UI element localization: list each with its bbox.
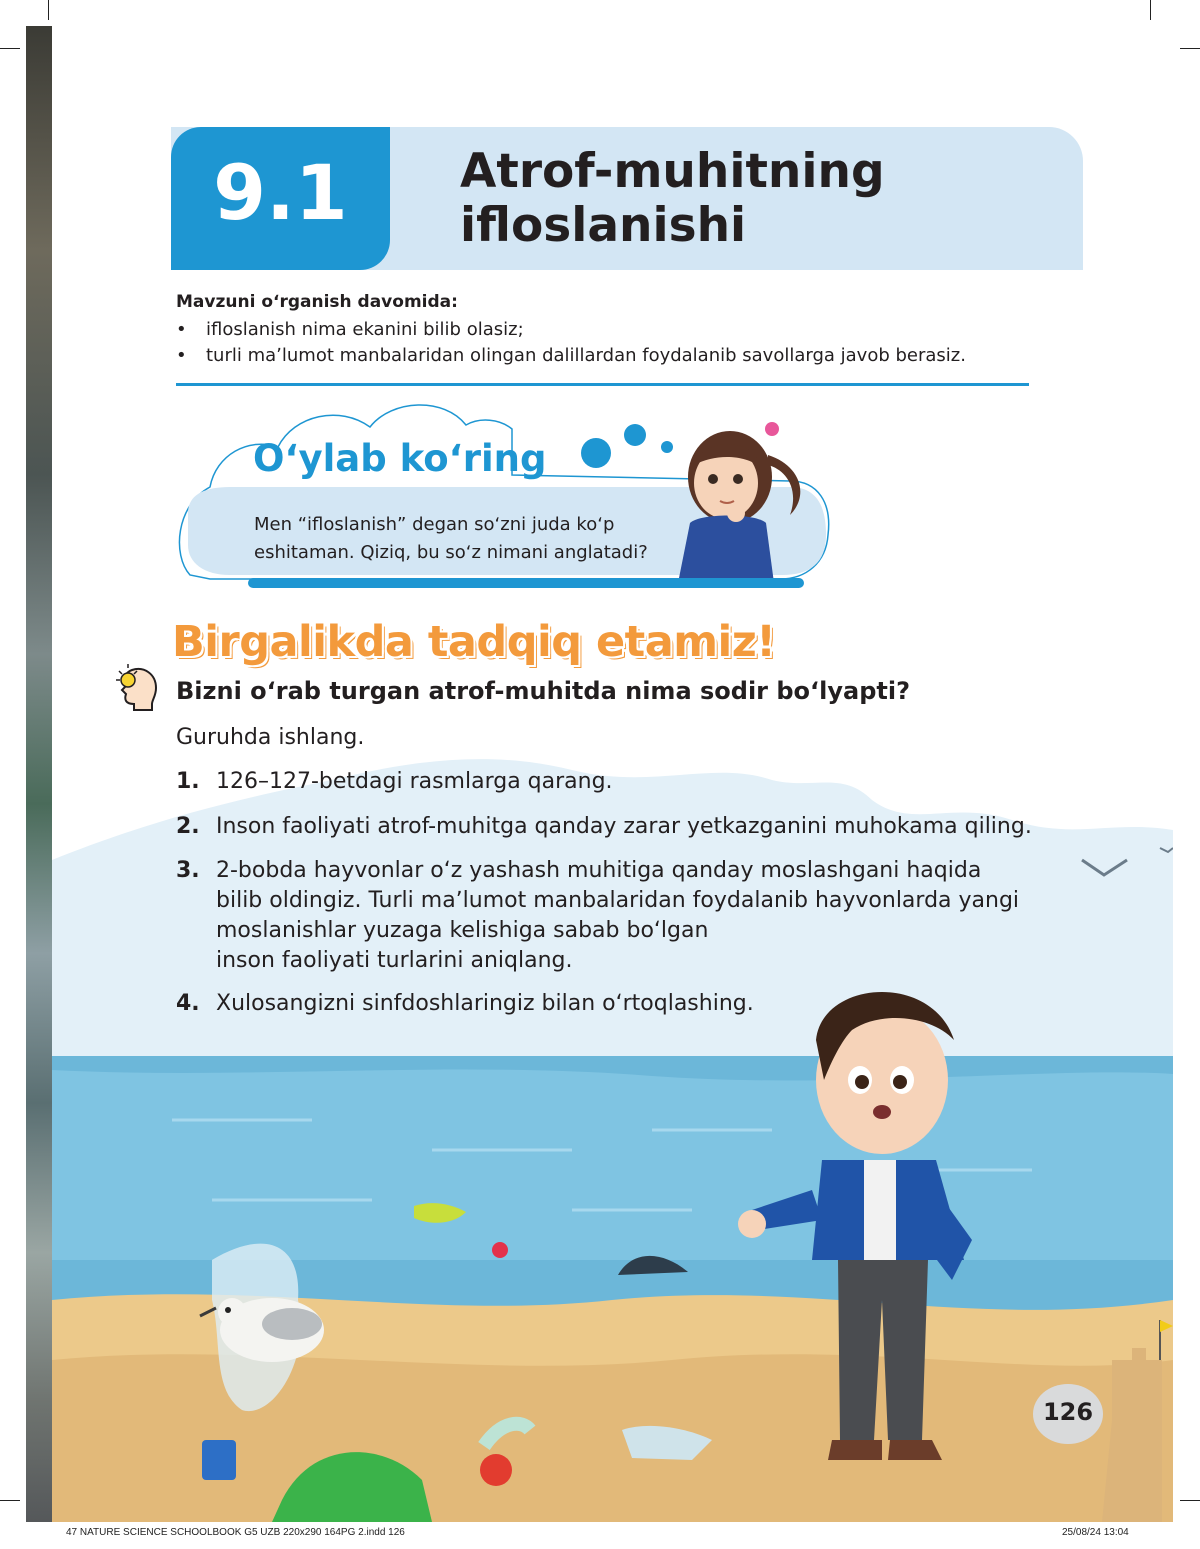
task-text: 126–127-betdagi rasmlarga qarang. — [216, 769, 613, 794]
objective-text: turli maʼlumot manbalaridan olingan dalillardan foydalanib savollarga javob berasiz. — [206, 345, 966, 366]
task-text: Xulosangizni sinfdoshlaringiz bilan oʻrtoqlashing. — [216, 991, 754, 1016]
task-item — [176, 989, 754, 1019]
objectives-heading: Mavzuni oʻrganish davomida: — [176, 292, 458, 312]
title-line-1: Atrof-muhitning — [460, 144, 885, 199]
task-item — [176, 812, 1032, 842]
print-slug-left: 47 NATURE SCIENCE SCHOOLBOOK G5 UZB 220x290 164PG 2.indd 126 — [66, 1527, 405, 1538]
task-line: 2-bobda hayvonlar oʻz yashash muhitiga qanday moslashgani haqida — [216, 858, 982, 883]
research-question: Bizni oʻrab turgan atrof-muhitda nima sodir boʻlyapti? — [176, 677, 911, 705]
think-title: Oʻylab koʻring — [253, 437, 547, 480]
group-instruction: Guruhda ishlang. — [176, 725, 365, 750]
task-number: 2. — [176, 814, 200, 839]
thinking-head-icon — [112, 660, 160, 712]
task-line: inson faoliyati turlarini aniqlang. — [216, 948, 573, 973]
divider — [176, 383, 1029, 386]
task-line: moslanishlar yuzaga kelishiga sabab boʻlgan — [216, 918, 709, 943]
explore-title: Birgalikda tadqiq etamiz! — [172, 617, 776, 667]
lesson-number: 9.1 — [213, 148, 348, 237]
think-line-1: Men “ifloslanish” degan soʻzni juda koʻp — [254, 514, 615, 535]
task-number: 4. — [176, 991, 200, 1016]
think-underline — [248, 578, 804, 588]
task-line: bilib oldingiz. Turli maʼlumot manbalaridan foydalanib hayvonlarda yangi — [216, 888, 1020, 913]
page-title — [460, 145, 1060, 253]
task-text — [216, 856, 1019, 976]
task-item — [176, 767, 613, 797]
task-number: 1. — [176, 769, 200, 794]
task-text: Inson faoliyati atrof-muhitga qanday zarar yetkazganini muhokama qiling. — [216, 814, 1032, 839]
think-line-2: eshitaman. Qiziq, bu soʻz nimani anglatadi? — [254, 542, 648, 563]
page-number: 126 — [1042, 1398, 1094, 1426]
objective-item — [176, 343, 966, 369]
objective-item — [176, 317, 966, 343]
task-number: 3. — [176, 858, 200, 883]
task-item — [176, 856, 1019, 976]
objective-text: ifloslanish nima ekanini bilib olasiz; — [206, 319, 524, 340]
bullet: • — [176, 319, 187, 340]
title-line-2: ifloslanishi — [460, 198, 747, 253]
print-slug-right: 25/08/24 13:04 — [1062, 1527, 1129, 1538]
side-photo-strip — [26, 26, 52, 1522]
bullet: • — [176, 345, 187, 366]
objectives-list — [176, 317, 966, 369]
think-text — [254, 511, 648, 567]
